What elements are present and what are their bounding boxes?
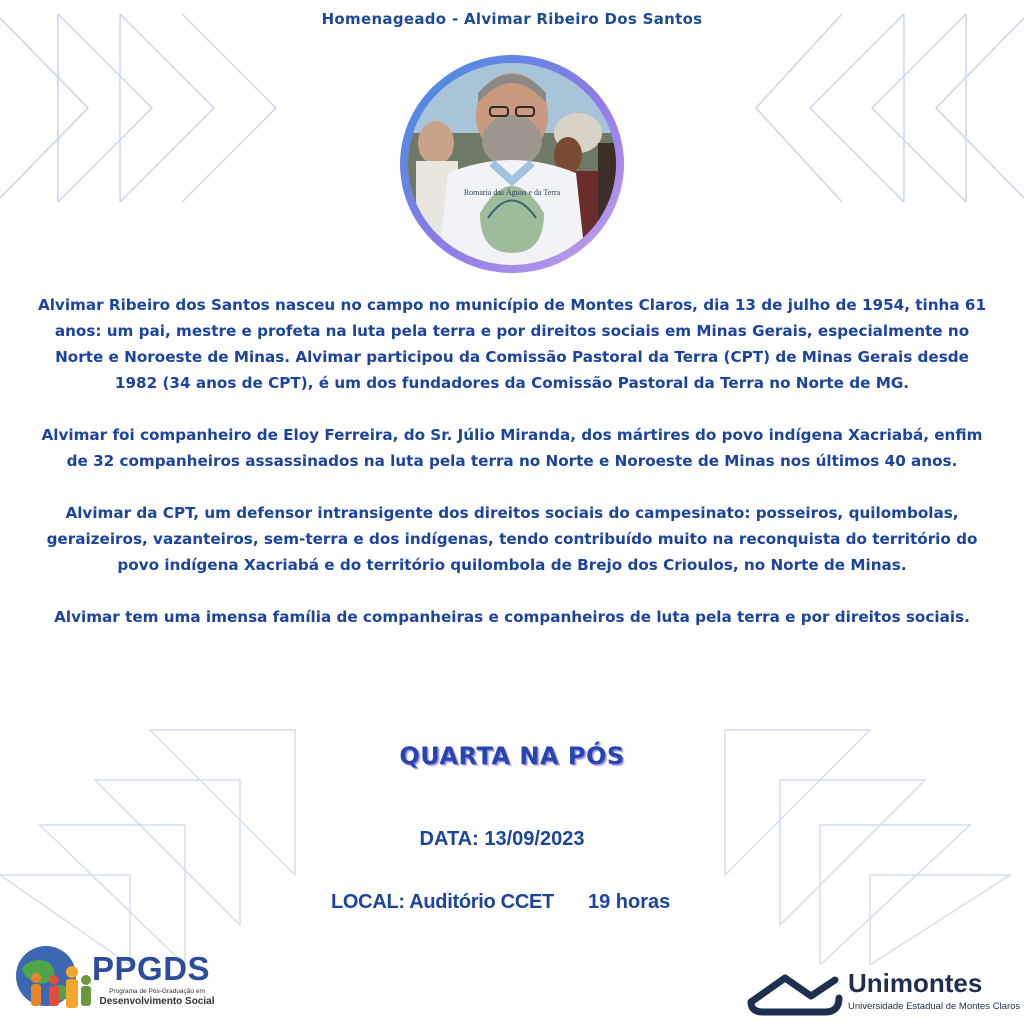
unimontes-name: Unimontes [848,968,983,998]
portrait-illustration [408,63,616,265]
decorative-chevrons-top-right [734,0,1024,210]
ppgds-name: PPGDS [92,950,211,987]
page-title: Homenageado - Alvimar Ribeiro Dos Santos [321,10,703,28]
ppgds-subtitle-line1: Programa de Pós-Graduação em [109,988,205,995]
bio-paragraph: Alvimar foi companheiro de Eloy Ferreira, do Sr. Júlio Miranda, dos mártires do povo indígena Xacriabá, enfim de 32 companheiros assassinados na luta pela terra no Norte e Noroeste de Minas nos últimos 40 anos. [41,426,983,470]
decorative-chevrons-top-left [0,0,290,210]
shirt-print-text: Romaria das Águas e da Terra [463,188,561,197]
bio-paragraph: Alvimar Ribeiro dos Santos nasceu no campo no município de Montes Claros, dia 13 de julho de 1954, tinha 61 anos: um pai, mestre e profeta na luta pela terra e por direitos sociais em Minas Gerais, especialmente no Norte e Noroeste de Minas. Alvimar participou da Comissão Pastoral da Terra (CPT) de Minas Gerais desde 1982 (34 anos de CPT), é um dos fundadores da Comissão Pastoral da Terra no Norte de MG. [37,296,987,392]
event-title: QUARTA NA PÓS [399,742,625,770]
portrait-photo [408,63,616,265]
unimontes-subtitle: Universidade Estadual de Montes Claros [848,1001,1021,1012]
event-time: 19 horas [588,891,671,913]
ppgds-subtitle-line2: Desenvolvimento Social [99,996,215,1007]
event-location: LOCAL: Auditório CCET [331,891,554,913]
portrait-frame [400,55,624,273]
event-date: DATA: 13/09/2023 [419,828,585,850]
bio-paragraph: Alvimar da CPT, um defensor intransigente dos direitos sociais do campesinato: posseiros, quilombolas, geraizeiros, vazanteiros, sem-terra e dos indígenas, tendo contribuído muito na reconquista do território do povo indígena Xacriabá e do território quilombola de Brejo dos Crioulos, no Norte de Minas. [46,504,978,574]
bio-paragraph: Alvimar tem uma imensa família de companheiras e companheiros de luta pela terra e por direitos sociais. [54,608,970,626]
biography-text [36,292,988,656]
